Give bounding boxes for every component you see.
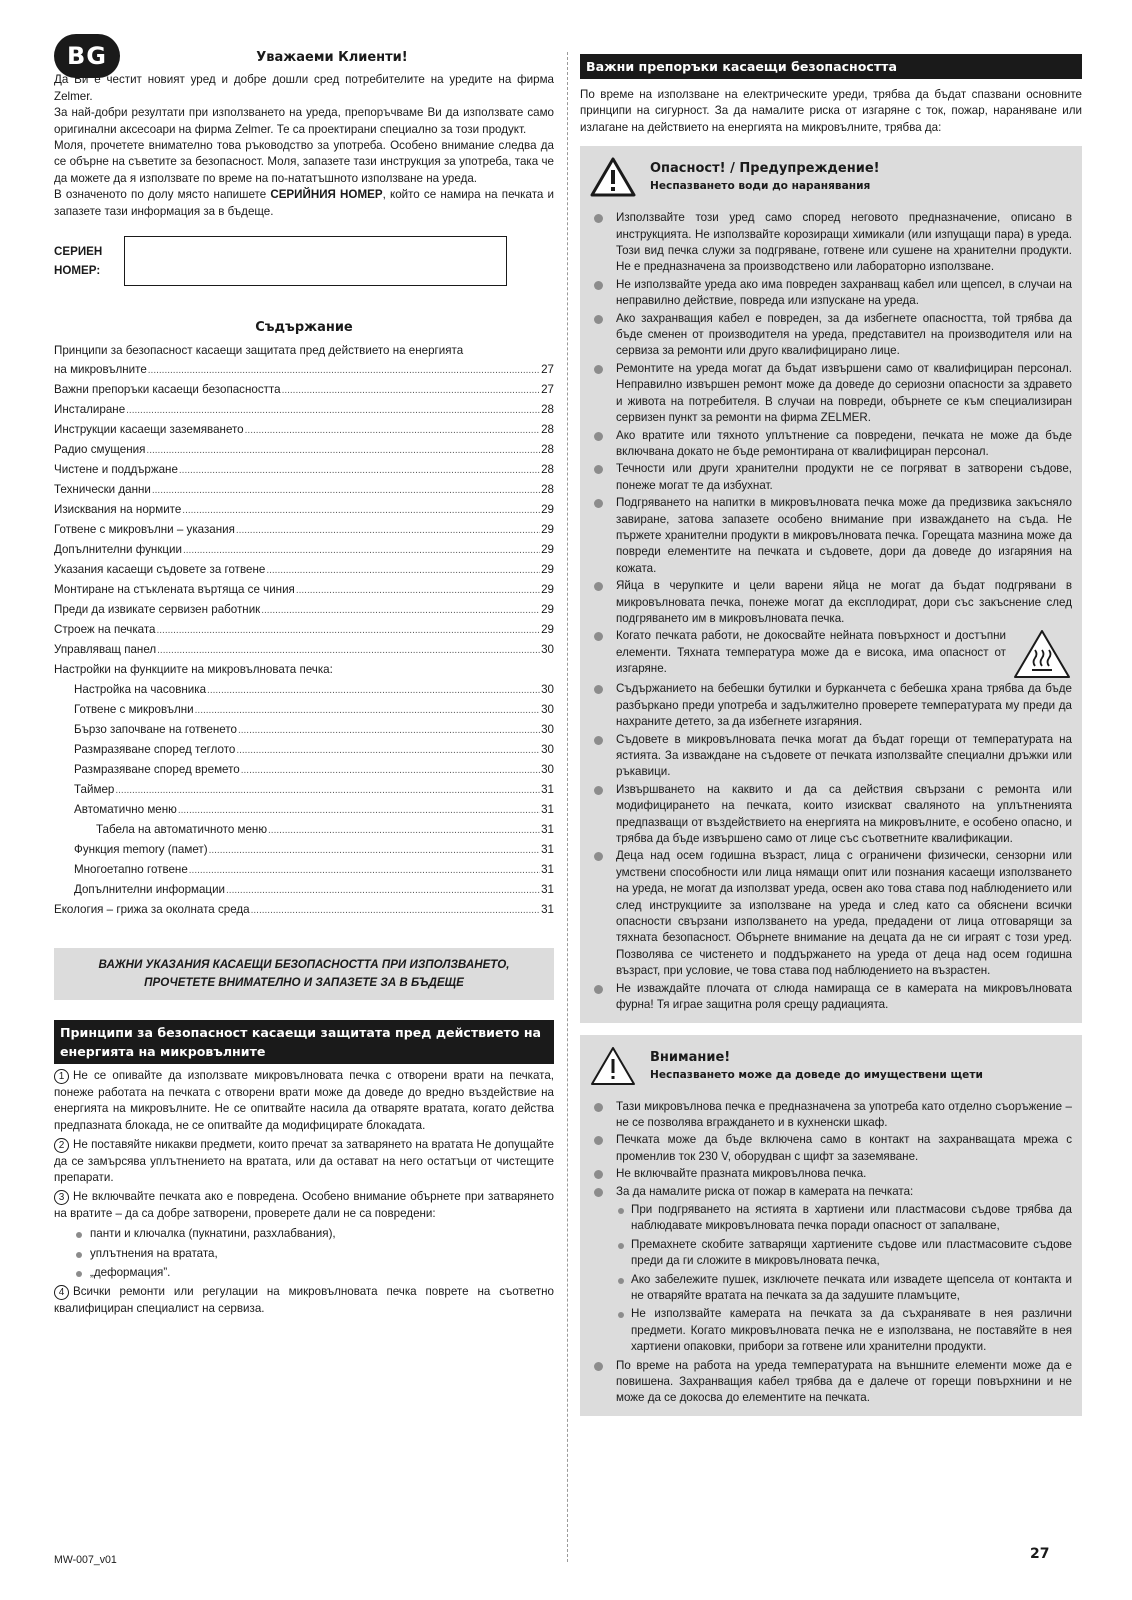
toc-leader-dots xyxy=(195,701,540,721)
serial-number-box[interactable] xyxy=(124,236,507,286)
list-item: уплътнения на вратата, xyxy=(76,1246,554,1262)
greeting-title: Уважаеми Клиенти! xyxy=(256,50,408,65)
danger-list xyxy=(590,210,1072,627)
toc-leader-dots xyxy=(148,361,540,381)
toc-entry-title: Инструкции касаещи заземяването xyxy=(54,423,244,437)
toc-entry[interactable] xyxy=(54,400,554,420)
toc-entry[interactable] xyxy=(54,480,554,500)
list-item: Не използвайте уреда ако има повреден захранващ кабел или щепсел, в случаи на неправилно действие, повреда или изпускане на уреда. xyxy=(590,277,1072,310)
principle-item xyxy=(54,1068,554,1134)
toc-leader-dots xyxy=(241,761,540,781)
safety-title: Важни препоръки касаещи безопасността xyxy=(580,54,1082,79)
toc-entry[interactable] xyxy=(54,800,554,820)
toc-entry[interactable] xyxy=(54,360,554,380)
danger-title: Опасност! / Предупреждение! xyxy=(650,161,880,177)
intro-paragraph: Да Ви е честит новият уред и добре дошли сред потребителите на уредите на фирма Zelmer. xyxy=(54,73,554,103)
list-item: Ремонтите на уреда могат да бъдат извършени само от квалифициран персонал. Неправилно извършен ремонт може да доведе до сериозни опасности за здравето и живота на потребителя. В случаи на повреди, обърнете се към специализиран сервизен пункт за ремонти на фирма ZELMER. xyxy=(590,361,1072,427)
important-notice-line-2: ПРОЧЕТЕТЕ ВНИМАТЕЛНО И ЗАПАЗЕТЕ ЗА В БЪДЕЩЕ xyxy=(144,976,464,990)
toc-entry-page: 30 xyxy=(541,683,554,697)
toc-entry-title: Таймер xyxy=(74,783,115,797)
toc-leader-dots xyxy=(236,521,540,541)
toc-leader-dots xyxy=(268,821,540,841)
toc-entry[interactable] xyxy=(54,780,554,800)
principle-text: Не се опивайте да използвате микровълновата печка с отворени врати на печката, понеже работата на печката с отворени врати може да доведе до вредно въздействие на енергията на микровълните. Не се опитвайте насила да отваряте вратата, когато действа предпазната блокада, не се опитвайте да модифицирате блокадата. xyxy=(54,1069,554,1132)
toc-entry-page: 27 xyxy=(541,383,554,397)
toc-entry-page: 28 xyxy=(541,443,554,457)
toc-entry-title: Преди да извикате сервизен работник xyxy=(54,603,261,617)
model-code: MW-007_v01 xyxy=(54,1554,117,1566)
toc-entry[interactable] xyxy=(54,520,554,540)
toc-entry-page: 31 xyxy=(541,823,554,837)
toc-entry-title: Управляващ панел xyxy=(54,643,157,657)
toc-entry-title: Важни препоръки касаещи безопасността xyxy=(54,383,281,397)
toc-leader-dots xyxy=(183,541,540,561)
toc-entry[interactable] xyxy=(54,600,554,620)
toc-entry-page: 29 xyxy=(541,543,554,557)
column-divider xyxy=(567,52,568,1562)
toc-leader-dots xyxy=(261,601,540,621)
fire-risk-sublist xyxy=(616,1202,1072,1356)
number-circle: 1 xyxy=(54,1069,69,1084)
caution-subtitle: Неспазването може да доведе до имуществени щети xyxy=(650,1068,983,1081)
toc-entry-title: Чистене и поддържане xyxy=(54,463,178,477)
toc-entry-page: 29 xyxy=(541,603,554,617)
list-item: Не включвайте празната микровълнова печка. xyxy=(590,1166,1072,1182)
caution-list xyxy=(590,1099,1072,1407)
intro-paragraph: За най-добри резултати при използването на уреда, препоръчваме Ви да използвате само оригинални аксесоари на фирма Zelmer. Те са проектирани специално за този продукт. xyxy=(54,106,554,136)
toc-settings-heading xyxy=(54,660,554,680)
toc-leader-dots xyxy=(146,441,540,461)
toc-entry-title: Екология – грижа за околната среда xyxy=(54,903,250,917)
danger-list-2 xyxy=(590,681,1072,1013)
list-item: Не изваждайте плочата от слюда намираща се в камерата на микровълновата фурна! Тя играе защитна роля срещу радиацията. xyxy=(590,981,1072,1014)
principle-text: Всички ремонти или регулации на микровълновата печка поврете на съответно квалифициран специалист на сервиза. xyxy=(54,1285,554,1315)
toc-entry[interactable] xyxy=(54,640,554,660)
toc-entry[interactable] xyxy=(54,540,554,560)
list-item: Извършването на каквито и да са действия свързани с ремонта или модифицирането на печката, които изискват сваляното на уплътненията предпазващи от въздействието на енергията на микровълните, е особено опасно, и трябва да бъде извършено само от лице със съответните квалификации. xyxy=(590,782,1072,848)
toc-entry-page: 31 xyxy=(541,883,554,897)
danger-subtitle: Неспазването води до наранявания xyxy=(650,180,871,193)
right-column xyxy=(580,54,1082,1416)
toc-leader-dots xyxy=(157,641,540,661)
toc-entry[interactable] xyxy=(54,700,554,720)
toc-entry[interactable] xyxy=(54,720,554,740)
toc-leader-dots xyxy=(209,841,541,861)
danger-hot-item-list xyxy=(590,628,1072,680)
serial-label xyxy=(54,242,124,280)
toc-entry-page: 31 xyxy=(541,863,554,877)
sub-list-item: Премахнете скобите затварящи хартиените съдове или пластмасовите съдове преди да ги сложите в микровълновата печка, xyxy=(616,1237,1072,1270)
fire-risk-intro: За да намалите риска от пожар в камерата на печката: xyxy=(616,1184,914,1198)
toc-entry[interactable] xyxy=(54,580,554,600)
toc-entry[interactable] xyxy=(54,740,554,760)
toc-entry-title: Бързо започване на готвенето xyxy=(74,723,237,737)
toc-entry-title: Указания касаещи съдовете за готвене xyxy=(54,563,266,577)
toc-entry[interactable] xyxy=(54,860,554,880)
toc-entry-title: Радио смущения xyxy=(54,443,146,457)
toc-leader-dots xyxy=(207,681,540,701)
caution-header xyxy=(590,1045,1072,1087)
toc-leader-dots xyxy=(115,781,540,801)
number-circle: 2 xyxy=(54,1138,69,1153)
list-item xyxy=(590,1184,1072,1356)
toc-entry-title: Технически данни xyxy=(54,483,151,497)
toc-settings-label: Настройки на функциите на микровълновата печка: xyxy=(54,663,333,677)
toc-entry-first-line: Принципи за безопасност касаещи защитата пред действието на енергията xyxy=(54,344,464,358)
serial-label-line-2: НОМЕР: xyxy=(54,264,101,278)
toc-entry[interactable] xyxy=(54,440,554,460)
hot-surface-text: Когато печката работи, не докосвайте нейната повърхност и достъпни елементи. Тяхната температура може да е висока, има опасност от изгаряне. xyxy=(616,629,1006,676)
toc-entry-title: Инсталиране xyxy=(54,403,126,417)
toc-entry[interactable] xyxy=(54,840,554,860)
page-number: 27 xyxy=(1030,1546,1050,1562)
toc-leader-dots xyxy=(182,501,540,521)
toc-leader-dots xyxy=(266,561,540,581)
language-badge: BG xyxy=(54,34,120,78)
toc-entry-title: Функция memory (памет) xyxy=(74,843,208,857)
toc-entry[interactable] xyxy=(54,500,554,520)
toc-entry-page: 28 xyxy=(541,483,554,497)
caution-title: Внимание! xyxy=(650,1049,731,1065)
toc-leader-dots xyxy=(282,381,541,401)
list-item: Деца над осем годишна възраст, лица с ограничени физически, сензорни или умствени способности или лица нямащи опит или познания касаещи използването на уреда, не могат да използват уреда, освен ако това става под наблюдението или след инструкциите за използване на уреда и след като са обяснени всички опасности свързани използването на уреда, предадени от лица отговарящи за тяхната безопасност. Обърнете внимание на децата да не си играят с този уред. Позволява се чистенето и поддържането на уреда от деца над осем годишна възраст, при условие, че това става под наблюдението на възрастен. xyxy=(590,848,1072,979)
list-item: Яйца в черупките и цели варени яйца не могат да бъдат подгрявани в микровълновата печка, понеже могат да експлодират, дори със закъснение след подгряването им в микровълновата печка. xyxy=(590,578,1072,627)
toc-entry-title: Изисквания на нормите xyxy=(54,503,182,517)
serial-instruction-bold: СЕРИЙНИЯ НОМЕР xyxy=(270,188,383,202)
toc-entry-page: 29 xyxy=(541,583,554,597)
list-item: Тази микровълнова печка е предназначена за употреба като отделно съоръжение – не се позволява вграждането и в кухненски шкаф. xyxy=(590,1099,1072,1132)
principle-text: Не включвайте печката ако е повредена. Особено внимание обърнете при затварянето на вратите – да са добре затворени, проверете дали не са повредени: xyxy=(54,1190,554,1220)
left-column xyxy=(54,50,554,1317)
list-item: Използвайте този уред само според неговото предназначение, описано в инструкцията. Не използвайте корозиращи химикали (или изпущащи пара) в уреда. Този вид печка служи за подгряване, готвене или сушене на хранителни продукти. Не е предназначена за производствено или лабораторно използване. xyxy=(590,210,1072,276)
toc-entry-page: 30 xyxy=(541,703,554,717)
list-item: Съдовете в микровълновата печка могат да бъдат горещи от температурата на ястията. За изваждане на съдовете от печката използвайте специални дръжки или ръкавици. xyxy=(590,732,1072,781)
toc-leader-dots xyxy=(245,421,540,441)
toc-entry[interactable] xyxy=(54,900,554,920)
toc-entry-page: 30 xyxy=(541,643,554,657)
principles-list xyxy=(54,1068,554,1317)
principles-title: Принципи за безопасност касаещи защитата пред действието на енергията на микровълните xyxy=(54,1020,554,1064)
toc-entry-page: 28 xyxy=(541,463,554,477)
caution-triangle-icon xyxy=(590,1045,636,1087)
toc-leader-dots xyxy=(126,401,540,421)
serial-label-line-1: СЕРИЕН xyxy=(54,245,103,259)
toc-entry[interactable] xyxy=(54,560,554,580)
important-notice xyxy=(54,948,554,1000)
toc-entry-page: 28 xyxy=(541,403,554,417)
hot-surface-icon xyxy=(1012,628,1072,680)
serial-instruction-text-2: , който се намира на печката и запазете тази информация за в бъдеще. xyxy=(54,188,554,218)
toc-entry-page: 29 xyxy=(541,523,554,537)
toc-entry-title: Допълнителни функции xyxy=(54,543,182,557)
toc-entry[interactable] xyxy=(54,620,554,640)
toc-entry-title: Настройка на часовника xyxy=(74,683,207,697)
safety-intro: По време на използване на електрическите уреди, трябва да бъдат спазвани основните принципи на сигурност. За да намалите риска от изгаряне с ток, пожар, нараняване или излагане на действието на енергията на микровълните, трябва да: xyxy=(580,88,1082,134)
toc-entry-page: 31 xyxy=(541,903,554,917)
toc-entry-title: Размразяване според теглото xyxy=(74,743,236,757)
sub-list-item: При подгряването на ястията в хартиени или пластмасови съдове трябва да наблюдавате микровълновата печка поради опасност от запалване, xyxy=(616,1202,1072,1235)
principle-item xyxy=(54,1189,554,1222)
toc-entry-title: Готвене с микровълни – указания xyxy=(54,523,235,537)
toc-leader-dots xyxy=(238,721,540,741)
serial-instruction xyxy=(54,187,554,220)
toc-entry-page: 30 xyxy=(541,723,554,737)
toc-leader-dots xyxy=(156,621,540,641)
toc-entry[interactable] xyxy=(54,680,554,700)
list-item: Съдържанието на бебешки бутилки и бурканчета с бебешка храна трябва да бъде разбъркано преди употреба и задължително проверете температурата му преди да нахраните детето, за да избегнете изгаряния. xyxy=(590,681,1072,730)
danger-box xyxy=(580,146,1082,1022)
toc-entry-title: Размразяване според времето xyxy=(74,763,240,777)
toc-leader-dots xyxy=(236,741,540,761)
list-item: Подгряването на напитки в микровълновата печка може да предизвика закъсняло завиране, затова запазете особено внимание при изваждането на съда. Не пържете хранителни продукти в микровълновата печка. Горещата мазнина може да повреди елементите на печката и съдовете, дори да доведе до изгаряния на кожата. xyxy=(590,495,1072,577)
number-circle: 3 xyxy=(54,1190,69,1205)
toc-entry-page: 28 xyxy=(541,423,554,437)
sub-list-item: Не използвайте камерата на печката за да съхранявате в нея различни предмети. Когато микровълновата печка не е използвана, не поставяйте в нея хартиени опаковки, прибори за готвене или хранителни продукти. xyxy=(616,1306,1072,1355)
toc-entry[interactable] xyxy=(54,880,554,900)
list-item: Печката може да бъде включена само в контакт на захранващата мрежа с променлив ток 230 V, оборудван с щифт за заземяване. xyxy=(590,1132,1072,1165)
toc-entry-title: на микровълните xyxy=(54,363,147,377)
serial-number-field xyxy=(54,236,554,286)
danger-header xyxy=(590,156,1072,198)
principle-text: Не поставяйте никакви предмети, които пречат за затварянето на вратата Не допущайте да се замърсява уплътнението на вратата, или да остават на него остатъци от чистещите препарати. xyxy=(54,1138,554,1184)
toc-entry[interactable] xyxy=(54,420,554,440)
caution-box xyxy=(580,1035,1082,1416)
table-of-contents xyxy=(54,342,554,920)
number-circle: 4 xyxy=(54,1285,69,1300)
toc-leader-dots xyxy=(179,461,540,481)
toc-entry[interactable] xyxy=(54,820,554,840)
toc-entry-title: Многоетапно готвене xyxy=(74,863,188,877)
toc-entry-page: 31 xyxy=(541,843,554,857)
list-item: „деформация”. xyxy=(76,1265,554,1281)
toc-entry-page: 29 xyxy=(541,503,554,517)
list-item: панти и ключалка (пукнатини, разхлабвания), xyxy=(76,1226,554,1242)
toc-entry-title: Допълнителни информации xyxy=(74,883,226,897)
toc-entry-title: Автоматично меню xyxy=(74,803,177,817)
list-item xyxy=(590,628,1072,680)
toc-entry-page: 31 xyxy=(541,803,554,817)
toc-leader-dots xyxy=(296,581,540,601)
principle-3-list xyxy=(76,1226,554,1281)
toc-entry-page: 31 xyxy=(541,783,554,797)
toc-entry-title: Монтиране на стъклената въртяща се чиния xyxy=(54,583,295,597)
toc-leader-dots xyxy=(226,881,540,901)
list-item: Течности или други хранителни продукти не се погряват в затворени съдове, понеже могат те да избухнат. xyxy=(590,461,1072,494)
toc-entry[interactable] xyxy=(54,760,554,780)
toc-entry-page: 30 xyxy=(541,743,554,757)
toc-entry[interactable] xyxy=(54,460,554,480)
toc-leader-dots xyxy=(178,801,540,821)
serial-instruction-text: В означеното по долу място напишете xyxy=(54,188,271,202)
list-item: Ако вратите или тяхното уплътнение са повредени, печката не може да бъде включвана докато не бъде ремонтирана от квалифициран персонал. xyxy=(590,428,1072,461)
toc-leader-dots xyxy=(152,481,540,501)
toc-leader-dots xyxy=(251,901,540,921)
toc-title: Съдържание xyxy=(255,320,353,336)
list-item: По време на работа на уреда температурата на външните елементи може да е повишена. Захранващия кабел трябва да е далече от горещи повърхнини и не може да се докосва до елементите на печката. xyxy=(590,1358,1072,1407)
toc-entry-title: Готвене с микровълни xyxy=(74,703,194,717)
toc-entry-page: 29 xyxy=(541,623,554,637)
warning-triangle-icon xyxy=(590,156,636,198)
toc-entry-title: Табела на автоматичното меню xyxy=(96,823,268,837)
list-item: Ако захранващия кабел е повреден, за да избегнете опасността, той трябва да бъде сменен от производителя на уреда, представител на производителя или на сервиза за ремонти или друго квалифицирано лице. xyxy=(590,311,1072,360)
important-notice-line-1: ВАЖНИ УКАЗАНИЯ КАСАЕЩИ БЕЗОПАСНОСТТА ПРИ ИЗПОЛЗВАНЕТО, xyxy=(98,958,510,972)
sub-list-item: Ако забележите пушек, изключете печката или извадете щепсела от контакта и не отваряйте вратата на печката за да задушите пламъците, xyxy=(616,1272,1072,1305)
principle-item xyxy=(54,1137,554,1186)
principle-item xyxy=(54,1284,554,1317)
toc-entry-title: Строеж на печката xyxy=(54,623,156,637)
toc-entry-page: 30 xyxy=(541,763,554,777)
toc-entry-page: 27 xyxy=(541,363,554,377)
toc-entry-page: 29 xyxy=(541,563,554,577)
toc-leader-dots xyxy=(189,861,540,881)
toc-entry[interactable] xyxy=(54,380,554,400)
intro-paragraph: Моля, прочетете внимателно това ръководство за употреба. Особено внимание следва да се обърне на съветите за безопасност. Моля, запазете тази инструкция за употреба, така че да можете да я използвате по време на по-нататъшното използване на уреда. xyxy=(54,139,554,185)
